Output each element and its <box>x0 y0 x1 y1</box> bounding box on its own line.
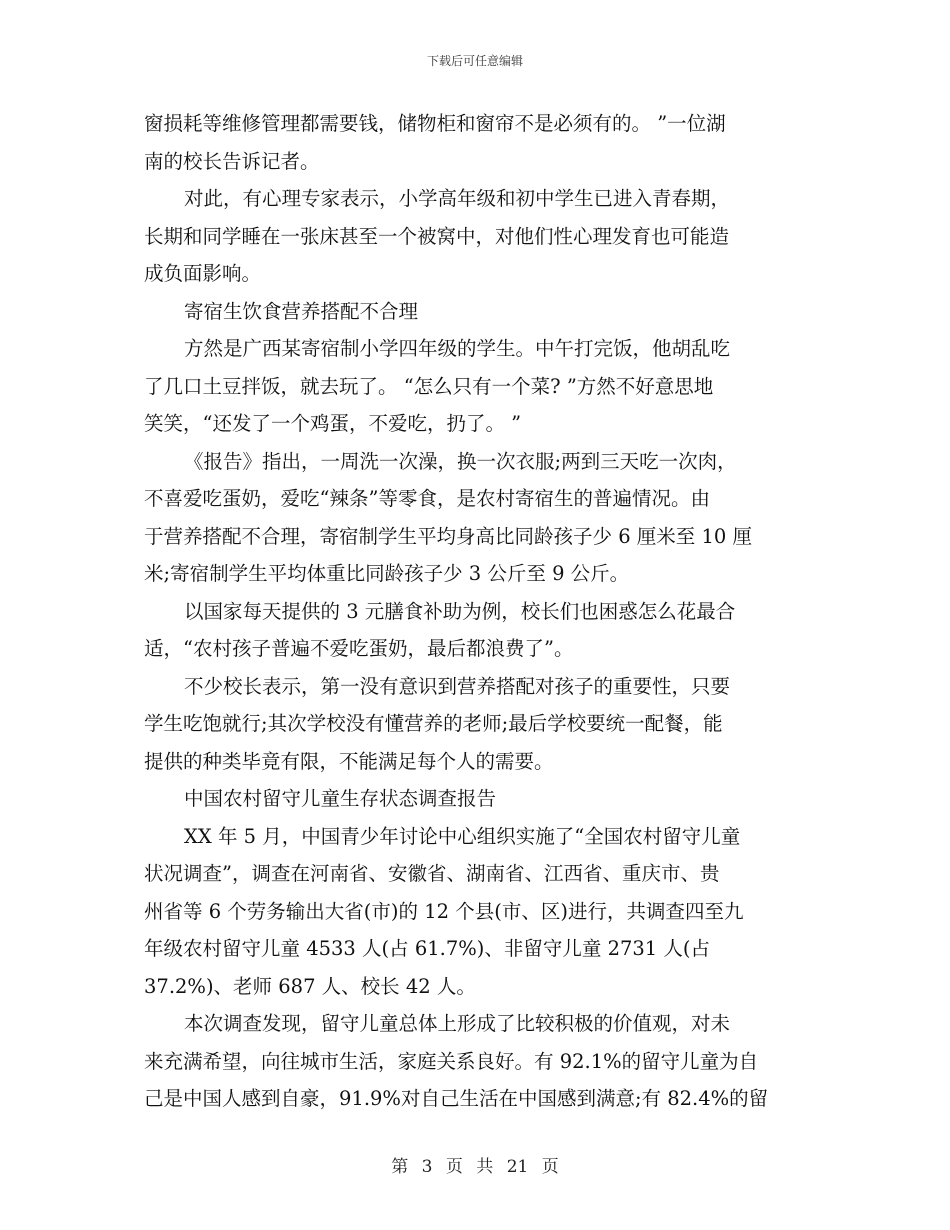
text-line: 长期和同学睡在一张床甚至一个被窝中，对他们性心理发育也可能造 <box>144 224 730 248</box>
text-line: 提供的种类毕竟有限，不能满足每个人的需要。 <box>144 749 554 773</box>
text-line: 37.2%)、老师 687 人、校长 42 人。 <box>144 974 476 998</box>
text-line: 窗损耗等维修管理都需要钱，储物柜和窗帘不是必须有的。 ”一位湖 <box>144 112 726 135</box>
text-line: 州省等 6 个劳务输出大省(市)的 12 个县(市、区)进行，共调查四至九 <box>144 899 744 923</box>
text-line: 南的校长告诉记者。 <box>144 149 320 173</box>
total-unit: 页 <box>541 1157 559 1177</box>
text-line: 己是中国人感到自豪，91.9%对自己生活在中国感到满意;有 82.4%的留 <box>144 1087 769 1110</box>
paragraph-start: 不少校长表示，第一没有意识到营养搭配对孩子的重要性，只要 <box>184 674 731 698</box>
text-line: 来充满希望，向往城市生活，家庭关系良好。有 92.1%的留守儿童为自 <box>144 1049 759 1073</box>
text-line: 年级农村留守儿童 4533 人(占 61.7%)、非留守儿童 2731 人(占 <box>144 937 711 960</box>
paragraph-start: 《报告》指出，一周洗一次澡，换一次衣服;两到三天吃一次肉， <box>184 449 737 473</box>
page-unit: 页 <box>445 1157 463 1177</box>
page-footer <box>0 1152 950 1177</box>
paragraph-start: 方然是广西某寄宿制小学四年级的学生。中午打完饭，他胡乱吃 <box>184 337 731 360</box>
footer-prefix: 第 <box>391 1157 409 1177</box>
text-line: 笑笑，“还发了一个鸡蛋，不爱吃，扔了。 ” <box>144 412 522 435</box>
page-number: 3 <box>421 1157 433 1177</box>
total-pages: 21 <box>506 1157 529 1177</box>
paragraph-start: XX 年 5 月，中国青少年讨论中心组织实施了“全国农村留守儿童 <box>184 824 741 848</box>
paragraph-start: 本次调查发现，留守儿童总体上形成了比较积极的价值观，对未 <box>184 1012 731 1035</box>
text-line: 状况调查”，调查在河南省、安徽省、湖南省、江西省、重庆市、贵 <box>144 862 720 885</box>
text-line: 了几口土豆拌饭，就去玩了。 “怎么只有一个菜? ”方然不好意思地 <box>144 374 714 398</box>
total-prefix: 共 <box>476 1157 494 1177</box>
document-body <box>144 105 806 1118</box>
text-line: 不喜爱吃蛋奶，爱吃“辣条”等零食，是农村寄宿生的普遍情况。由 <box>144 487 710 510</box>
text-line: 适，“农村孩子普遍不爱吃蛋奶，最后都浪费了”。 <box>144 637 574 660</box>
text-line: 成负面影响。 <box>144 262 262 285</box>
page-header: 下载后可任意编辑 <box>426 54 523 68</box>
text-line: 于营养搭配不合理，寄宿制学生平均身高比同龄孩子少 6 厘米至 10 厘 <box>144 524 753 548</box>
section-heading: 寄宿生饮食营养搭配不合理 <box>184 299 419 323</box>
paragraph-start: 对此，有心理专家表示，小学高年级和初中学生已进入青春期， <box>184 187 731 210</box>
text-line: 学生吃饱就行;其次学校没有懂营养的老师;最后学校要统一配餐，能 <box>144 712 723 735</box>
paragraph-start: 以国家每天提供的 3 元膳食补助为例，校长们也困惑怎么花最合 <box>184 599 736 623</box>
section-heading: 中国农村留守儿童生存状态调查报告 <box>184 787 497 810</box>
text-line: 米;寄宿制学生平均体重比同龄孩子少 3 公斤至 9 公斤。 <box>144 562 630 585</box>
